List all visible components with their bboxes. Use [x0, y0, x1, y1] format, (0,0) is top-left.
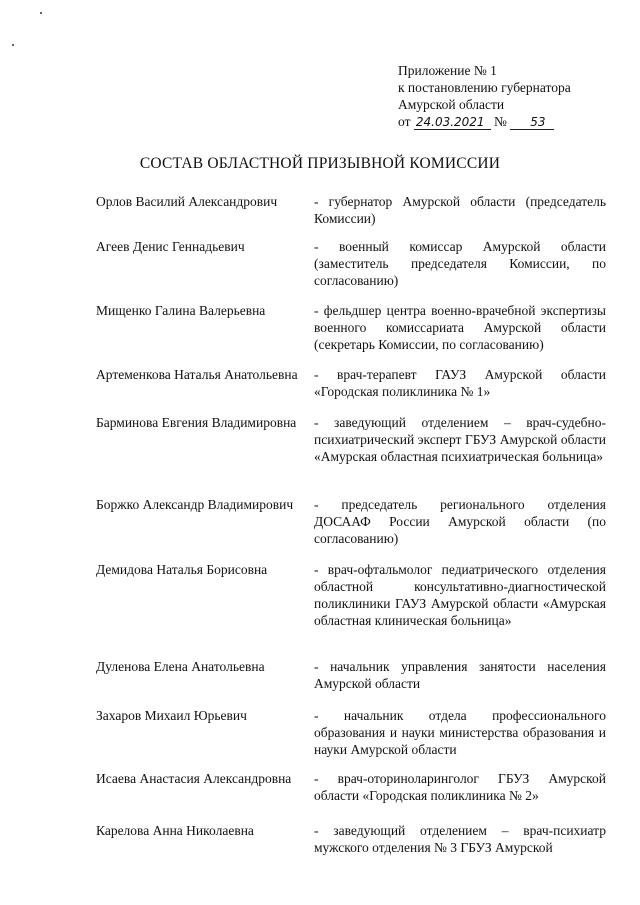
member-role: - начальник управления занятости населения Амурской области	[314, 659, 606, 691]
appendix-decree: к постановлению губернатора	[398, 80, 571, 95]
number-prefix: №	[493, 114, 507, 129]
member-role: - врач-офтальмолог педиатрического отделения областной консультативно-диагностической поликлиники ГАУЗ Амурской области «Амурская областная клиническая больница»	[314, 562, 606, 628]
member-role: - губернатор Амурской области (председатель Комиссии)	[314, 194, 606, 226]
member-role: - заведующий отделением – врач-судебно-психиатрический эксперт ГБУЗ Амурской области «Амурская областная психиатрическая больница»	[314, 415, 606, 464]
handwritten-date: 24.03.2021	[414, 115, 491, 130]
member-role: - военный комиссар Амурской области (заместитель председателя Комиссии, по согласованию)	[314, 239, 606, 288]
member-name: Захаров Михаил Юрьевич	[96, 708, 247, 723]
handwritten-number: 53	[510, 115, 553, 130]
member-name: Боржко Александр Владимирович	[96, 497, 294, 512]
appendix-region: Амурской области	[398, 97, 505, 112]
appendix-date-line	[398, 113, 628, 130]
member-name: Дуленова Елена Анатольевна	[96, 659, 265, 674]
member-name: Барминова Евгения Владимировна	[96, 415, 297, 430]
appendix-number: Приложение № 1	[398, 63, 497, 78]
appendix-header	[398, 62, 628, 130]
scan-speck	[12, 44, 14, 46]
member-name: Карелова Анна Николаевна	[96, 823, 254, 838]
member-role: - врач-оториноларинголог ГБУЗ Амурской области «Городская поликлиника № 2»	[314, 771, 606, 803]
date-prefix: от	[398, 114, 411, 129]
member-name: Мищенко Галина Валерьевна	[96, 303, 266, 318]
member-role: - начальник отдела профессионального образования и науки министерства образования и науки Амурской области	[314, 708, 606, 757]
member-role: - врач-терапевт ГАУЗ Амурской области «Городская поликлиника № 1»	[314, 367, 606, 399]
member-role: - заведующий отделением – врач-психиатр мужского отделения № 3 ГБУЗ Амурской	[314, 823, 606, 855]
member-role: - председатель регионального отделения ДОСААФ России Амурской области (по согласованию)	[314, 497, 606, 546]
member-name: Артеменкова Наталья Анатольевна	[96, 367, 298, 382]
scan-speck	[40, 12, 42, 14]
document-title: СОСТАВ ОБЛАСТНОЙ ПРИЗЫВНОЙ КОМИССИИ	[139, 155, 501, 172]
member-name: Агеев Денис Геннадьевич	[96, 239, 245, 254]
member-name: Исаева Анастасия Александровна	[96, 771, 292, 786]
member-name: Орлов Василий Александрович	[96, 194, 278, 209]
member-role: - фельдшер центра военно-врачебной экспертизы военного комиссариата Амурской области (секретарь Комиссии, по согласованию)	[314, 303, 606, 352]
member-name: Демидова Наталья Борисовна	[96, 562, 268, 577]
